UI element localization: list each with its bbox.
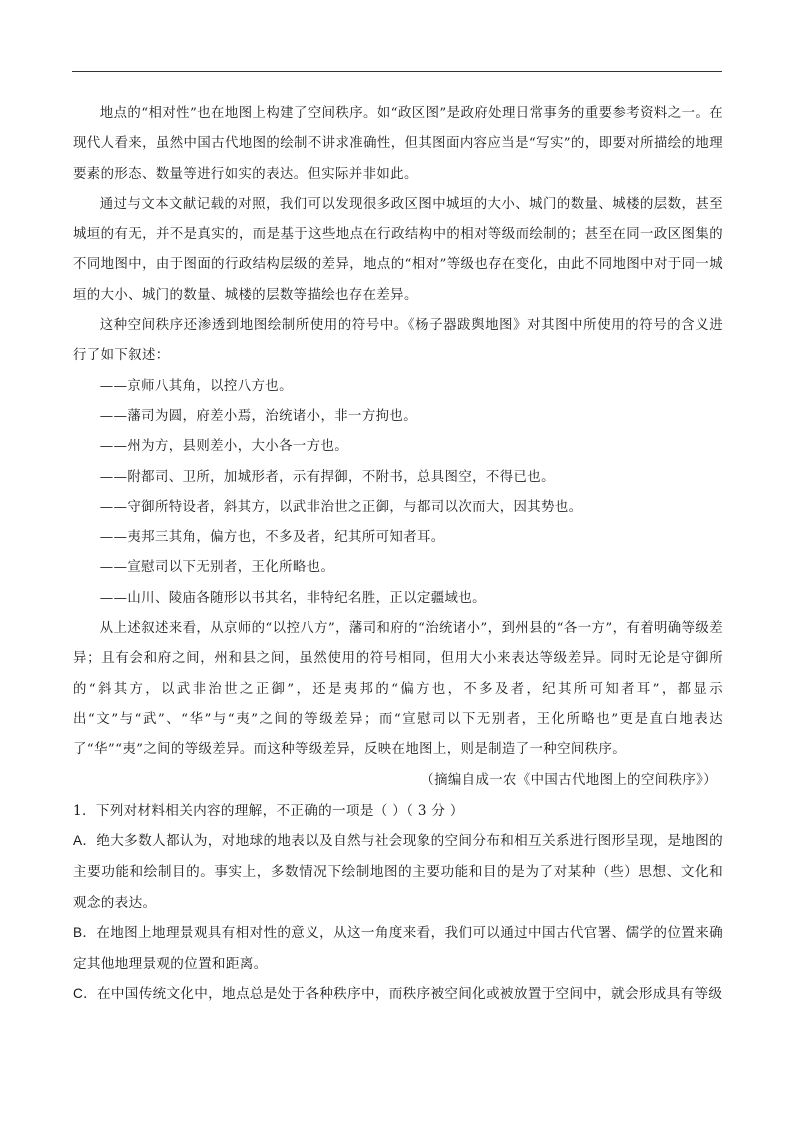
quote-item: ——京师八其角，以控八方也。 xyxy=(99,378,293,394)
option-letter: C． xyxy=(73,986,98,1002)
symbol-quote-list xyxy=(73,372,723,614)
source-citation: （摘编自成一农《中国古代地图上的空间秩序》） xyxy=(420,772,717,788)
option-text: 在地图上地理景观具有相对性的意义，从这一角度来看，我们可以通过中国古代官署、儒学的位置来确定其他地理景观的位置和距离。 xyxy=(73,925,723,972)
option-letter: A． xyxy=(73,833,97,849)
quote-item: ——州为方，县则差小，大小各一方也。 xyxy=(99,439,349,455)
quote-item: ——山川、陵庙各随形以书其名，非特纪名胜，正以定疆域也。 xyxy=(99,590,486,606)
option-a xyxy=(73,826,723,918)
article-body xyxy=(73,99,723,1010)
paragraph-2: 通过与文本文献记载的对照，我们可以发现很多政区图中城垣的大小、城门的数量、城楼的层数，甚至城垣的有无，并不是真实的，而是基于这些地点在行政结构中的相对等级而绘制的；甚至在同一政区图集的不同地图中，由于图面的行政结构层级的差异，地点的“相对”等级也存在变化，由此不同地图中对于同一城垣的大小、城门的数量、城楼的层数等描绘也存在差异。 xyxy=(73,196,723,303)
option-c xyxy=(73,979,723,1010)
option-b xyxy=(73,918,723,979)
paragraph-3: 这种空间秩序还渗透到地图绘制所使用的符号中。《杨子器跋舆地图》对其图中所使用的符号的含义进行了如下叙述： xyxy=(73,318,723,364)
header-rule xyxy=(72,71,722,72)
quote-item: ——宣慰司以下无别者，王化所略也。 xyxy=(99,560,335,576)
quote-item: ——藩司为圆，府差小焉，治统诸小，非一方拘也。 xyxy=(99,408,417,424)
quote-item: ——附都司、卫所，加城形者，示有捍御，不附书，总具图空，不得已也。 xyxy=(99,469,555,485)
question-stem: 1．下列对材料相关内容的理解，不正确的一项是（ ）（ 3 分 ） xyxy=(73,802,464,819)
option-letter: B． xyxy=(73,925,97,941)
option-text: 绝大多数人都认为，对地球的地表以及自然与社会现象的空间分布和相互关系进行图形呈现，是地图的主要功能和绘制目的。事实上，多数情况下绘制地图的主要功能和目的是为了对某种（些）思想、文化和观念的表达。 xyxy=(73,833,723,911)
closing-paragraph: 从上述叙述来看，从京师的“以控八方”，藩司和府的“治统诸小”，到州县的“各一方”，有着明确等级差异；且有会和府之间，州和县之间，虽然使用的符号相同，但用大小来表达等级差异。同时无论是守御所的“斜其方，以武非治世之正御”，还是夷邦的“偏方也，不多及者，纪其所可知者耳”，都显示出“文”与“武”、“华”与“夷”之间的等级差异；而“宣慰司以下无别者，王化所略也”更是直白地表达了“华”“夷”之间的等级差异。而这种等级差异，反映在地图上，则是制造了一种空间秩序。 xyxy=(73,621,723,758)
paragraph-1: 地点的“相对性”也在地图上构建了空间秩序。如“政区图”是政府处理日常事务的重要参考资料之一。在现代人看来，虽然中国古代地图的绘制不讲求准确性，但其图面内容应当是“写实”的，即要对所描绘的地理要素的形态、数量等进行如实的表达。但实际并非如此。 xyxy=(73,106,723,182)
quote-item: ——夷邦三其角，偏方也，不多及者，纪其所可知者耳。 xyxy=(99,530,445,546)
quote-item: ——守御所特设者，斜其方，以武非治世之正御，与都司以次而大，因其势也。 xyxy=(99,499,583,515)
option-text: 在中国传统文化中，地点总是处于各种秩序中，而秩序被空间化或被放置于空间中，就会形成具有等级 xyxy=(97,986,723,1003)
